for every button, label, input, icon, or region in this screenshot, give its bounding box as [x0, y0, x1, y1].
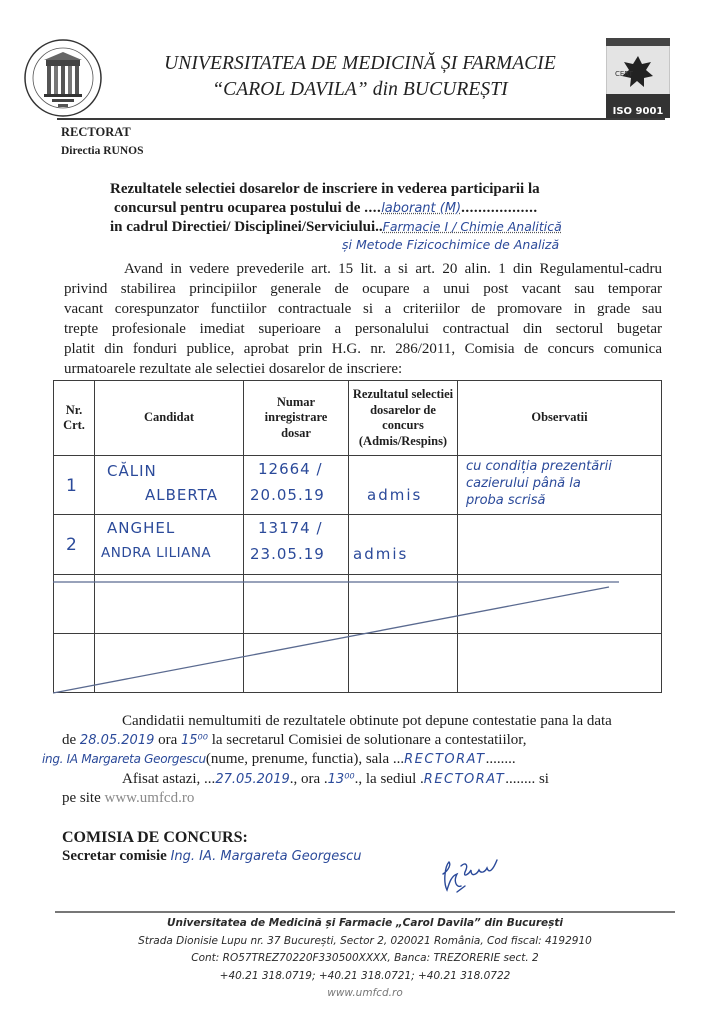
- intro-line: urmatoarele rezultate ale selectiei dosarelor de inscriere:: [64, 361, 403, 377]
- intro-line: vacant corespunzator functiilor contractuale si a criteriilor de promovare in grade sau: [64, 301, 662, 317]
- registration-number: 13174 /: [258, 519, 323, 538]
- observation-line: proba scrisă: [466, 493, 546, 509]
- signature-mark: [435, 852, 505, 897]
- table-header-row: [54, 381, 662, 456]
- intro-line: Avand in vedere prevederile art. 15 lit. a si art. 20 alin. 1 din Regulamentul-cadru: [124, 261, 662, 277]
- selection-result: admis: [353, 545, 409, 564]
- commission-title: COMISIA DE CONCURS:: [62, 829, 248, 846]
- intro-line: privind stabilirea principiilor generale de ocupare a unui post vacant sau temporar: [64, 281, 662, 297]
- selection-result: admis: [367, 486, 423, 505]
- observation-line: cu condiția prezentării: [466, 459, 612, 475]
- secretary-name: Ing. IA. Margareta Georgescu: [170, 849, 362, 864]
- secretary-label: Secretar comisie: [62, 848, 171, 864]
- row-nr: 2: [66, 535, 78, 556]
- contestation-paragraph: Candidatii nemultumiti de rezultatele obtinute pot depune contestatie pana la data de 28.05.2019 ora 15⁰⁰ la secretarul Comisiei de solutionare a contestatiilor, ing. IA Margareta Georgescu(nume, prenume, functia), sala ...RECTORAT........ Afisat astazi, ...27.05.2019., ora .13⁰⁰., la sediul .RECTORAT........ si pe site www.umfcd.ro: [62, 712, 662, 808]
- contestation-secretary: ing. IA Margareta Georgescu: [42, 752, 206, 766]
- contestation-deadline-time: 15⁰⁰: [181, 732, 208, 748]
- posted-time: 13⁰⁰: [327, 771, 355, 787]
- footer-phones: +40.21 318.0719; +40.21 318.0721; +40.21 318.0722: [219, 969, 511, 982]
- registration-date: 20.05.19: [250, 486, 325, 505]
- header-numar: Numar inregistrare dosar: [244, 381, 349, 456]
- svg-text:CERT: CERT: [615, 70, 633, 78]
- footer-address: Strada Dionisie Lupu nr. 37 București, Sector 2, 020021 România, Cod fiscal: 4192910: [138, 934, 592, 947]
- footer: [60, 915, 670, 1003]
- candidate-firstname: ALBERTA: [145, 486, 218, 505]
- table-row: [54, 456, 662, 515]
- iso-cert-logo: [606, 38, 670, 118]
- commission-secretary: [62, 848, 361, 865]
- registration-number: 12664 /: [258, 460, 323, 479]
- results-table: [53, 380, 661, 693]
- contestation-room: RECTORAT: [404, 752, 486, 767]
- discipline-line1: Farmacie I / Chimie Analitică: [382, 219, 562, 234]
- title-line1: Rezultatele selectiei dosarelor de inscriere in vederea participarii la: [110, 181, 540, 197]
- svg-text:ISO 9001: ISO 9001: [612, 106, 664, 117]
- university-seal-logo: [18, 38, 108, 118]
- university-title-line2: “CAROL DAVILA” din BUCUREȘTI: [212, 79, 508, 100]
- header-candidat: Candidat: [95, 381, 244, 456]
- header-observatii: Observatii: [458, 381, 662, 456]
- post-name: laborant (M): [381, 200, 462, 216]
- posted-place: RECTORAT: [423, 771, 506, 787]
- header-nr: Nr. Crt.: [54, 381, 95, 456]
- observation-line: cazierului până la: [466, 476, 581, 492]
- candidate-firstname: ANDRA LILIANA: [101, 545, 212, 562]
- footer-divider: [55, 911, 675, 913]
- title-line3-prefix: in cadrul Directiei/ Disciplinei/Serviciului..: [110, 219, 383, 235]
- discipline-line2: și Metode Fizicochimice de Analiză: [342, 236, 560, 252]
- footer-website[interactable]: www.umfcd.ro: [327, 987, 403, 999]
- document-title: Rezultatele selectiei dosarelor de inscriere in vederea participarii la concursul pentru ocuparea postului de ....laborant (M).................. in cadrul Directiei/ Disciplinei/Serviciului..Farmacie I / Chimie Analitică și Metode Fizicochimice de Analiză: [110, 180, 690, 253]
- candidate-surname: ANGHEL: [107, 519, 176, 538]
- table-row: [54, 515, 662, 574]
- intro-line: platit din fonduri publice, aprobat prin H.G. nr. 286/2011, Comisia de concurs comunica: [64, 341, 662, 357]
- contestation-deadline-date: 28.05.2019: [79, 732, 155, 748]
- row-nr: 1: [66, 476, 78, 497]
- header-divider: [57, 118, 665, 120]
- candidate-surname: CĂLIN: [107, 462, 157, 481]
- intro-line: trepte profesionale imediat superioare a personalului contractual din sectorul bugetar: [64, 321, 662, 337]
- footer-bank: Cont: RO57TREZ70220F330500XXXX, Banca: TREZORERIE sect. 2: [191, 952, 539, 964]
- header-rezultat: Rezultatul selectiei dosarelor de concurs (Admis/Respins): [349, 381, 458, 456]
- contestation-line1: Candidatii nemultumiti de rezultatele obtinute pot depune contestatie pana la data: [122, 713, 612, 729]
- posted-date: 27.05.2019: [215, 771, 290, 787]
- registration-date: 23.05.19: [250, 545, 325, 564]
- site-link[interactable]: www.umfcd.ro: [104, 790, 195, 806]
- table-row-empty: [54, 633, 662, 692]
- directorate-label: Directia RUNOS: [61, 145, 144, 157]
- table-row-empty: [54, 574, 662, 633]
- university-title-line1: UNIVERSITATEA DE MEDICINĂ ȘI FARMACIE: [164, 53, 556, 74]
- title-line2-prefix: concursul pentru ocuparea postului de: [114, 199, 365, 216]
- intro-paragraph: [64, 259, 662, 379]
- department-label: RECTORAT: [61, 125, 131, 139]
- footer-institution: Universitatea de Medicină și Farmacie „Carol Davila” din București: [166, 917, 564, 929]
- university-title: [110, 51, 610, 103]
